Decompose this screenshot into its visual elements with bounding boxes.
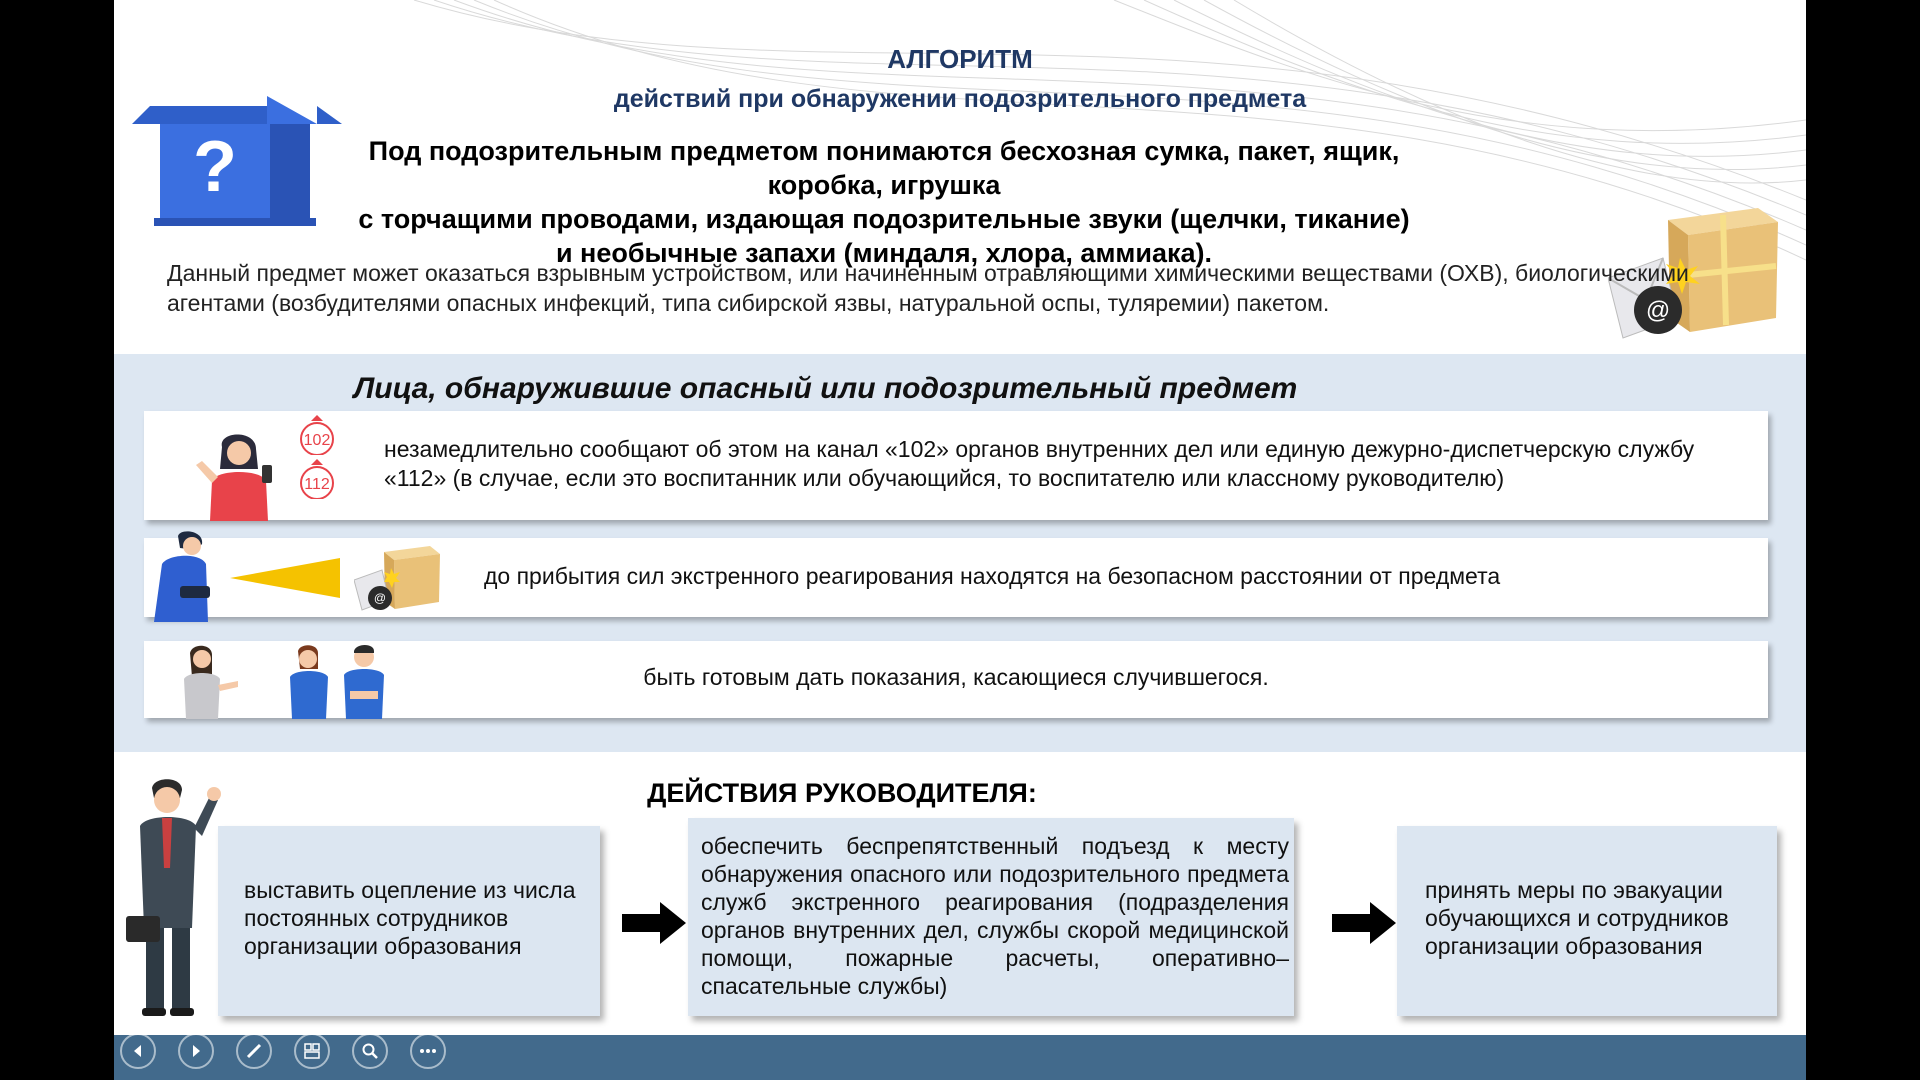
next-slide-button[interactable]	[178, 1033, 214, 1069]
definition-text	[344, 134, 1424, 270]
action-card-distance	[144, 538, 1768, 617]
card-text-report: незамедлительно сообщают об этом на канал «102» органов внутренних дел или единую дежурно-диспетчерскую службу «112» (в случае, если это воспитанник или обучающийся, то воспитателю или классному руководителю)	[384, 436, 1695, 491]
svg-text:112: 112	[304, 476, 330, 493]
previous-slide-button[interactable]	[120, 1033, 156, 1069]
step-text-cordon: выставить оцепление из числа постоянных сотрудников организации образования	[244, 877, 576, 959]
badge-112-icon	[294, 457, 340, 499]
slide-sorter-button[interactable]	[294, 1033, 330, 1069]
definition-line-1: Под подозрительным предметом понимаются бесхозная сумка, пакет, ящик, коробка, игрушка	[368, 136, 1400, 200]
arrow-right-icon	[1332, 902, 1396, 944]
badge-102-icon	[294, 413, 340, 455]
step-text-evacuation: принять меры по эвакуации обучающихся и сотрудников организации образования	[1425, 877, 1729, 959]
svg-text:102: 102	[303, 432, 331, 449]
small-parcel-icon	[354, 542, 442, 614]
definition-line-2: с торчащими проводами, издающая подозрительные звуки (щелчки, тикание)	[358, 204, 1410, 234]
question-box-icon	[132, 96, 342, 226]
zoom-button[interactable]	[352, 1033, 388, 1069]
more-options-button[interactable]	[410, 1033, 446, 1069]
woman-phone-icon	[194, 429, 289, 521]
page-title: АЛГОРИТМ	[887, 44, 1033, 74]
more-icon	[419, 1042, 437, 1060]
svg-text:@: @	[1645, 297, 1671, 324]
manager-step-cordon	[218, 826, 600, 1016]
slides-icon	[303, 1042, 321, 1060]
question-mark: ?	[193, 127, 237, 207]
page-subtitle: действий при обнаружении подозрительного предмета	[613, 85, 1307, 113]
zoom-icon	[361, 1042, 379, 1060]
card-text-testimony: быть готовым дать показания, касающиеся случившегося.	[643, 664, 1269, 690]
manager-step-evacuation	[1397, 826, 1777, 1016]
manager-actions-title: ДЕЙСТВИЯ РУКОВОДИТЕЛЯ:	[647, 778, 1037, 808]
manager-step-access	[688, 818, 1294, 1016]
card-text-distance: до прибытия сил экстренного реагирования находятся на безопасном расстоянии от предмета	[484, 563, 1501, 589]
persons-section-title: Лица, обнаружившие опасный или подозрительный предмет	[353, 372, 1298, 405]
slide	[114, 0, 1806, 1080]
pen-icon	[245, 1042, 263, 1060]
arrow-right-icon	[622, 902, 686, 944]
description-text: Данный предмет может оказаться взрывным устройством, или начиненным отравляющими химическими веществами (ОХВ), биологическими агентами (возбудителями опасных инфекций, типа сибирской язвы, натуральной оспы, туляремии) пакетом.	[167, 260, 1689, 316]
action-card-testimony	[144, 641, 1768, 718]
definition-line-3: и необычные запахи (миндаля, хлора, аммиака).	[555, 238, 1213, 268]
next-icon	[188, 1043, 204, 1059]
action-card-report	[144, 411, 1768, 520]
pen-tool-button[interactable]	[236, 1033, 272, 1069]
previous-icon	[130, 1043, 146, 1059]
step-text-access: обеспечить беспрепятственный подъезд к месту обнаружения опасного или подозрительного предмета служб экстренного реагирования (подразделения органов внутренних дел, службы скорой медицинской помощи, пожарные расчеты, оперативно–спасательные службы)	[701, 833, 1289, 999]
svg-text:@: @	[373, 591, 387, 605]
person-observing-icon	[144, 530, 219, 622]
sight-beam-icon	[230, 558, 340, 598]
